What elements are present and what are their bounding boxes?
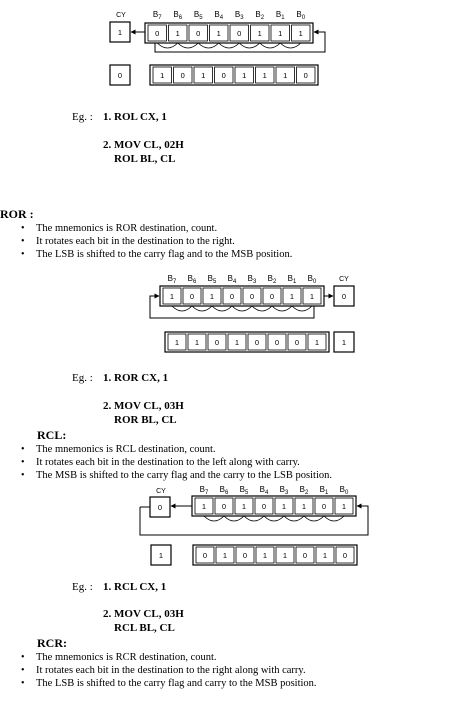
ror-bullet-list xyxy=(20,222,292,261)
bit-label: $B_5$ xyxy=(207,274,217,285)
rol-example-label: Eg. : xyxy=(72,111,93,123)
rcl-example-2-line1: 2. MOV CL, 03H xyxy=(103,608,184,620)
bit-label: $B_2$ xyxy=(255,10,265,21)
carry-flag-value: 0 xyxy=(341,292,347,301)
shift-arc xyxy=(157,43,178,48)
list-item: • The mnemonics is RCL destination, count. xyxy=(20,443,332,456)
carry-flag-value: 1 xyxy=(341,338,347,347)
shift-arc xyxy=(304,516,324,521)
bit-label: $B_2$ xyxy=(267,274,277,285)
bit-value: 0 xyxy=(214,338,220,347)
list-item: • The LSB is shifted to the carry flag and carry to the MSB position. xyxy=(20,677,317,690)
bit-label: $B_4$ xyxy=(259,485,269,496)
bit-value: 0 xyxy=(303,71,308,80)
cy-label: CY xyxy=(116,12,126,19)
bit-value: 1 xyxy=(298,29,303,38)
bit-value: 1 xyxy=(242,71,247,80)
bit-label: $B_7$ xyxy=(152,10,162,21)
bit-value: 0 xyxy=(249,292,255,301)
bit-value: 0 xyxy=(274,338,280,347)
bit-value: 1 xyxy=(169,292,175,301)
rol-example-2-line1: 2. MOV CL, 02H xyxy=(103,139,184,151)
rcl-example-2-line2: RCL BL, CL xyxy=(114,622,175,634)
bit-label: $B_4$ xyxy=(214,10,224,21)
register-frame xyxy=(193,545,357,565)
bit-value: 1 xyxy=(289,292,295,301)
bit-value: 0 xyxy=(294,338,300,347)
register-frame xyxy=(150,65,318,85)
bit-value: 1 xyxy=(278,29,283,38)
bit-value: 0 xyxy=(189,292,195,301)
bit-label: $B_5$ xyxy=(239,485,249,496)
rcl-diagram xyxy=(140,485,368,565)
bit-value: 1 xyxy=(174,338,180,347)
bit-value: 1 xyxy=(281,502,287,511)
bit-value: 1 xyxy=(175,29,180,38)
bit-value: 1 xyxy=(222,551,228,560)
bit-label: $B_1$ xyxy=(275,10,285,21)
ror-example-label: Eg. : xyxy=(72,372,93,384)
shift-arc xyxy=(224,516,244,521)
shift-arc xyxy=(204,516,224,521)
shift-arc xyxy=(192,306,212,311)
bit-value: 1 xyxy=(194,338,200,347)
bit-value: 1 xyxy=(322,551,328,560)
ror-example-1: 1. ROR CX, 1 xyxy=(103,372,169,384)
shift-arc xyxy=(272,306,292,311)
register-frame xyxy=(192,496,356,516)
rcl-bullet-list xyxy=(20,443,332,482)
list-item: • It rotates each bit in the destination to the right along with carry. xyxy=(20,664,317,677)
bit-value: 1 xyxy=(216,29,221,38)
ror-diagram xyxy=(150,274,354,352)
shift-arc xyxy=(292,306,312,311)
rcl-example-label: Eg. : xyxy=(72,581,93,593)
bit-value: 1 xyxy=(283,71,288,80)
bit-value: 1 xyxy=(309,292,315,301)
shift-arc xyxy=(232,306,252,311)
list-item: • The MSB is shifted to the carry flag and the carry to the LSB position. xyxy=(20,469,332,482)
shift-arc xyxy=(252,306,272,311)
bit-label: $B_3$ xyxy=(247,274,257,285)
shift-arc xyxy=(198,43,219,48)
bit-label: $B_0$ xyxy=(339,485,349,496)
shift-arc xyxy=(324,516,344,521)
shift-arc xyxy=(172,306,192,311)
rcl-heading: RCL: xyxy=(37,428,67,442)
shift-arc xyxy=(219,43,240,48)
bit-value: 0 xyxy=(342,551,348,560)
bit-value: 1 xyxy=(341,502,347,511)
shift-arc xyxy=(178,43,199,48)
bit-label: $B_6$ xyxy=(173,10,183,21)
shift-arc xyxy=(212,306,232,311)
bit-value: 1 xyxy=(209,292,215,301)
bit-value: 1 xyxy=(201,71,206,80)
bit-value: 0 xyxy=(242,551,248,560)
bit-label: $B_7$ xyxy=(199,485,209,496)
bit-value: 1 xyxy=(282,551,288,560)
ror-example-2-line1: 2. MOV CL, 03H xyxy=(103,400,184,412)
bit-value: 0 xyxy=(196,29,201,38)
shift-arc xyxy=(284,516,304,521)
bit-value: 1 xyxy=(314,338,320,347)
bit-value: 0 xyxy=(202,551,208,560)
bit-value: 0 xyxy=(155,29,160,38)
shift-arc xyxy=(244,516,264,521)
bit-label: $B_0$ xyxy=(296,10,306,21)
rol-diagram xyxy=(110,10,325,85)
bit-value: 1 xyxy=(241,502,247,511)
bit-label: $B_4$ xyxy=(227,274,237,285)
bit-label: $B_1$ xyxy=(319,485,329,496)
rcr-bullet-list xyxy=(20,651,317,690)
bit-value: 0 xyxy=(180,71,185,80)
shift-arc xyxy=(260,43,281,48)
bit-value: 0 xyxy=(261,502,267,511)
bit-value: 1 xyxy=(160,71,165,80)
list-item: • The mnemonics is ROR destination, count. xyxy=(20,222,292,235)
carry-flag-value: 0 xyxy=(117,71,123,80)
register-frame xyxy=(160,286,324,306)
register-frame xyxy=(145,23,313,43)
bit-label: $B_0$ xyxy=(307,274,317,285)
bit-label: $B_5$ xyxy=(193,10,203,21)
list-item: • It rotates each bit in the destination to the left along with carry. xyxy=(20,456,332,469)
shift-arc xyxy=(239,43,260,48)
ror-heading: ROR : xyxy=(0,207,34,221)
bit-label: $B_6$ xyxy=(219,485,229,496)
bit-value: 0 xyxy=(237,29,242,38)
bit-label: $B_1$ xyxy=(287,274,297,285)
bit-value: 0 xyxy=(269,292,275,301)
bit-label: $B_3$ xyxy=(279,485,289,496)
rol-example-2-line2: ROL BL, CL xyxy=(114,153,176,165)
cy-label: CY xyxy=(339,276,349,283)
ror-example-2-line2: ROR BL, CL xyxy=(114,414,177,426)
bit-label: $B_3$ xyxy=(234,10,244,21)
rcl-example-1: 1. RCL CX, 1 xyxy=(103,581,167,593)
bit-value: 0 xyxy=(254,338,260,347)
bit-value: 0 xyxy=(221,71,226,80)
register-frame xyxy=(165,332,329,352)
bit-value: 1 xyxy=(301,502,307,511)
rcr-heading: RCR: xyxy=(37,636,67,650)
rol-example-1: 1. ROL CX, 1 xyxy=(103,111,167,123)
bit-label: $B_2$ xyxy=(299,485,309,496)
cy-label: CY xyxy=(156,488,166,495)
shift-arc xyxy=(280,43,301,48)
bit-value: 1 xyxy=(201,502,207,511)
list-item: • The LSB is shifted to the carry flag and to the MSB position. xyxy=(20,248,292,261)
rotate-loop-arrow xyxy=(140,506,368,535)
bit-value: 1 xyxy=(262,71,267,80)
bit-value: 1 xyxy=(234,338,240,347)
list-item: • It rotates each bit in the destination to the right. xyxy=(20,235,292,248)
bit-label: $B_7$ xyxy=(167,274,177,285)
carry-flag-value: 0 xyxy=(157,503,163,512)
shift-arc xyxy=(264,516,284,521)
bit-value: 0 xyxy=(221,502,227,511)
bit-value: 0 xyxy=(302,551,308,560)
list-item: • The mnemonics is RCR destination, count. xyxy=(20,651,317,664)
carry-flag-value: 1 xyxy=(117,28,123,37)
bit-value: 0 xyxy=(321,502,327,511)
bit-value: 1 xyxy=(257,29,262,38)
carry-flag-value: 1 xyxy=(158,551,164,560)
bit-label: $B_6$ xyxy=(187,274,197,285)
bit-value: 1 xyxy=(262,551,268,560)
bit-value: 0 xyxy=(229,292,235,301)
